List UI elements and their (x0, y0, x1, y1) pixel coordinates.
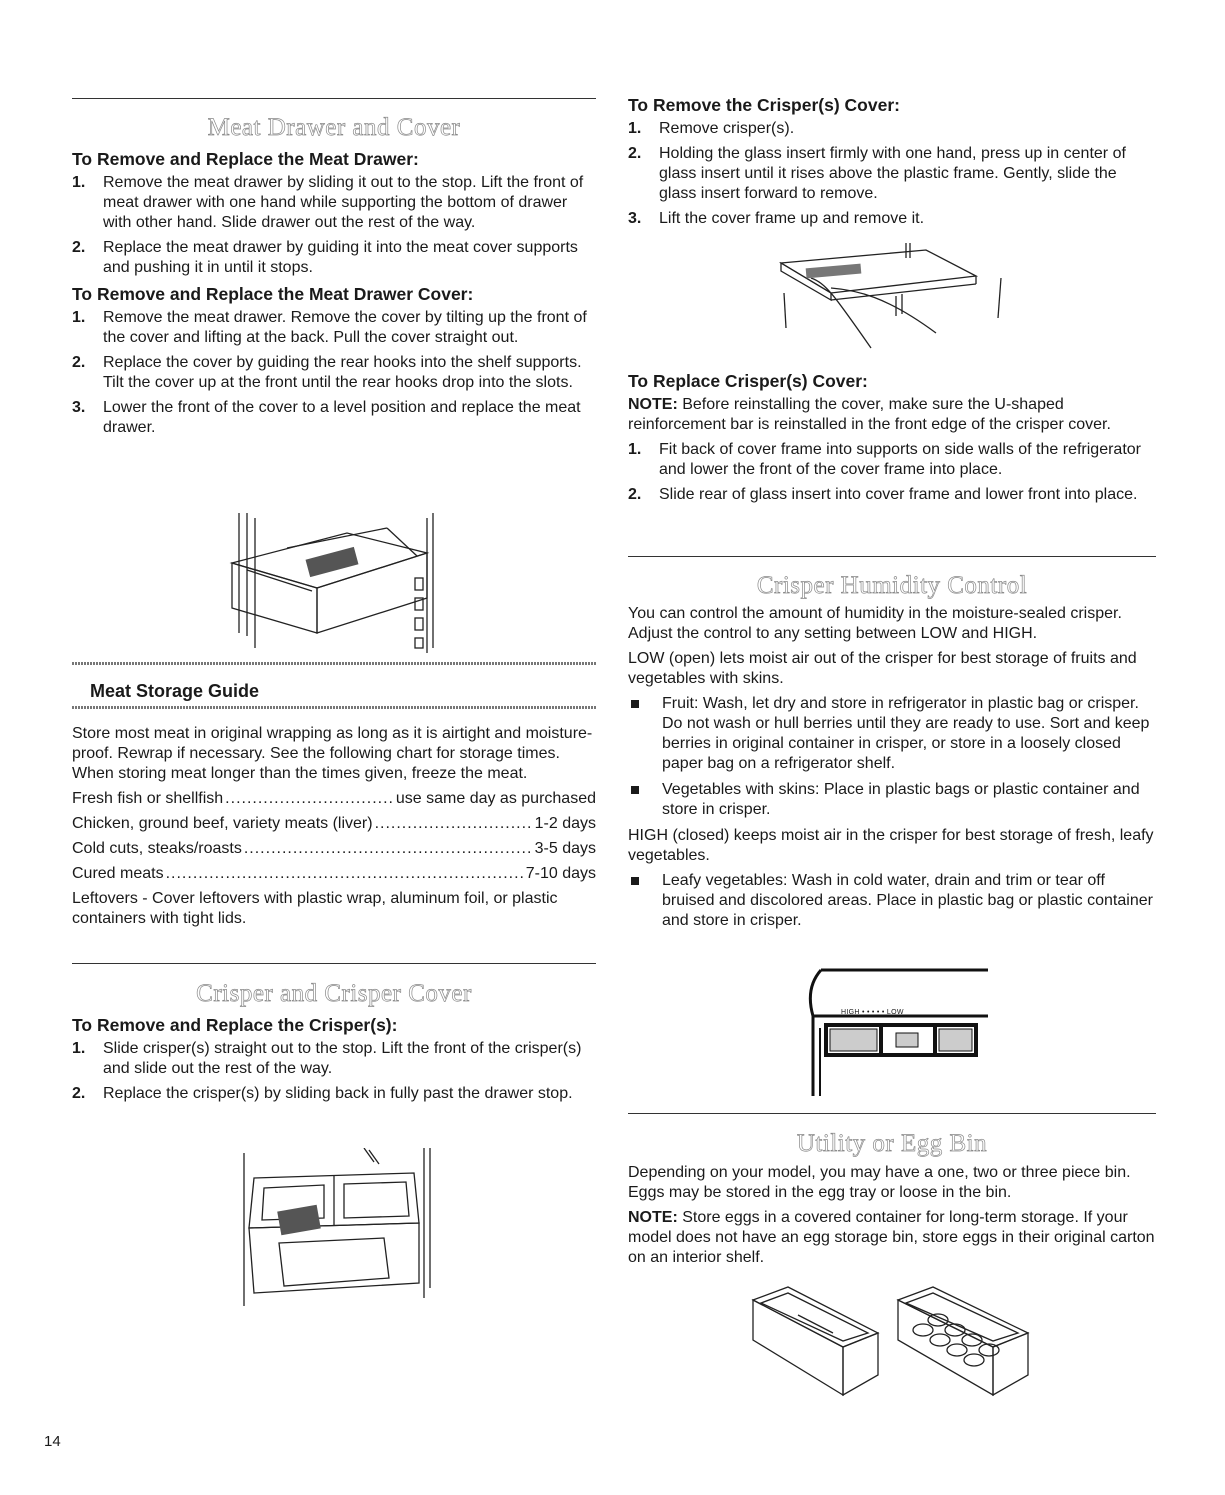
step-text: Holding the glass insert firmly with one hand, press up in center of glass insert until it rises above the plastic frame. Gently, slide the glass insert forward to remove. (659, 145, 1126, 202)
section-divider (72, 98, 596, 99)
step-text: Slide crisper(s) straight out to the stop. Lift the front of the crisper(s) and slide out the rest of the way. (103, 1040, 582, 1077)
step-text: Replace the cover by guiding the rear hooks into the shelf supports. Tilt the cover up at the front until the rear hooks drop into the slots. (103, 354, 582, 391)
replace-note (628, 395, 1156, 435)
crisper-heading: To Remove and Replace the Crisper(s): (72, 1015, 398, 1035)
guide-divider-bottom (72, 706, 596, 709)
note-label: NOTE: (628, 396, 678, 413)
leader-dots (225, 789, 394, 809)
bullet-text: Leafy vegetables: Wash in cold water, drain and trim or tear off bruised and discolored areas. Place in plastic bag or plastic container and store in crisper. (662, 872, 1153, 929)
section-divider (628, 1113, 1156, 1114)
step-number: 2. (72, 354, 86, 371)
bullet-icon (631, 700, 639, 708)
step-text: Replace the meat drawer by guiding it into the meat cover supports and pushing it in until it stops. (103, 239, 578, 276)
row-label: Fresh fish or shellfish (72, 790, 224, 807)
low-bullets (628, 694, 1156, 820)
list-item (72, 1039, 596, 1079)
humidity-intro: You can control the amount of humidity in the moisture-sealed crisper. Adjust the control to any setting between LOW and HIGH. (628, 605, 1122, 642)
humidity-scale-label: HIGH • • • • • LOW (841, 1009, 904, 1016)
list-item (628, 440, 1156, 480)
step-text: Remove crisper(s). (659, 120, 795, 137)
bullet-text: Vegetables with skins: Place in plastic bags or plastic container and store in crisper. (662, 781, 1140, 818)
meat-storage-guide (72, 724, 596, 934)
bullet-icon (631, 786, 639, 794)
step-text: Remove the meat drawer. Remove the cover by tilting up the front of the cover and lifting at the back. Pull the cover straight out. (103, 309, 587, 346)
step-text: Replace the crisper(s) by sliding back in fully past the drawer stop. (103, 1085, 573, 1102)
row-value: 7-10 days (525, 865, 596, 882)
table-row (72, 814, 596, 834)
step-number: 1. (628, 441, 642, 458)
step-number: 2. (628, 486, 642, 503)
list-item (72, 398, 596, 438)
meat-drawer-illustration (227, 508, 507, 658)
step-number: 3. (72, 399, 86, 416)
step-number: 1. (72, 174, 86, 191)
guide-divider-top (72, 662, 596, 665)
list-item (72, 308, 596, 348)
egg-bin-illustration (743, 1285, 1043, 1405)
row-value: use same day as purchased (395, 790, 596, 807)
remove-crisper-cover-heading: To Remove the Crisper(s) Cover: (628, 95, 900, 115)
crisper-section-title: Crisper and Crisper Cover (196, 980, 472, 1007)
table-row (72, 864, 596, 884)
step-number: 2. (72, 239, 86, 256)
crisper-section (72, 1014, 596, 1109)
leader-dots (166, 864, 524, 884)
step-number: 2. (72, 1085, 86, 1102)
remove-drawer-heading: To Remove and Replace the Meat Drawer: (72, 149, 419, 169)
meat-storage-guide-title: Meat Storage Guide (90, 681, 260, 701)
row-label: Chicken, ground beef, variety meats (liver) (72, 815, 373, 832)
step-number: 1. (628, 120, 642, 137)
page-number: 14 (44, 1433, 61, 1450)
crisper-illustration (234, 1148, 434, 1308)
list-item (72, 238, 596, 278)
bullet-icon (631, 877, 639, 885)
step-text: Fit back of cover frame into supports on side walls of the refrigerator and lower the front of the cover frame into place. (659, 441, 1141, 478)
list-item (628, 871, 1156, 931)
list-item (628, 694, 1156, 774)
list-item (628, 780, 1156, 820)
list-item (72, 1084, 596, 1104)
humidity-section-title: Crisper Humidity Control (756, 572, 1028, 599)
leader-dots (244, 839, 533, 859)
remove-drawer-steps (72, 173, 596, 278)
leftovers-text: Leftovers - Cover leftovers with plastic wrap, aluminum foil, or plastic containers with tight lids. (72, 890, 558, 927)
humidity-control-illustration (793, 968, 993, 1098)
section-divider (72, 963, 596, 964)
crisper-steps (72, 1039, 596, 1104)
step-text: Lower the front of the cover to a level position and replace the meat drawer. (103, 399, 581, 436)
glass-insert-illustration (776, 238, 1016, 358)
note-label: NOTE: (628, 1209, 678, 1226)
step-text: Remove the meat drawer by sliding it out to the stop. Lift the front of meat drawer with one hand while supporting the bottom of drawer with other hand. Slide drawer out the rest of the way. (103, 174, 584, 231)
remove-cover-heading: To Remove and Replace the Meat Drawer Cover: (72, 284, 474, 304)
step-text: Lift the cover frame up and remove it. (659, 210, 925, 227)
low-text: LOW (open) lets moist air out of the crisper for best storage of fruits and vegetables with skins. (628, 650, 1137, 687)
humidity-section (628, 604, 1156, 937)
remove-crisper-cover-steps (628, 119, 1156, 229)
step-number: 1. (72, 309, 86, 326)
list-item (628, 119, 1156, 139)
list-item (628, 209, 1156, 229)
crisper-cover-section (628, 94, 1156, 234)
egg-bin-section (628, 1163, 1156, 1273)
leader-dots (375, 814, 533, 834)
step-text: Slide rear of glass insert into cover frame and lower front into place. (659, 486, 1138, 503)
guide-intro: Store most meat in original wrapping as long as it is airtight and moisture-proof. Rewrap if necessary. See the following chart for storage times. When storing meat longer than the times given, freeze the meat. (72, 725, 593, 782)
list-item (72, 173, 596, 233)
high-bullets (628, 871, 1156, 931)
remove-cover-steps (72, 308, 596, 438)
row-label: Cured meats (72, 865, 164, 882)
list-item (628, 485, 1156, 505)
replace-crisper-cover-section (628, 370, 1156, 510)
humidity-control-drawing (793, 968, 993, 1098)
section-divider (628, 556, 1156, 557)
bullet-text: Fruit: Wash, let dry and store in refrigerator in plastic bag or crisper. Do not wash or hull berries until they are ready to use. Sort and keep berries in original container in crisper, or store in a loosely closed paper bag on a refrigerator shelf. (662, 695, 1150, 772)
note-text: Before reinstalling the cover, make sure the U-shaped reinforcement bar is reinstalled in the front edge of the crisper cover. (628, 396, 1111, 433)
list-item (628, 144, 1156, 204)
step-number: 2. (628, 145, 642, 162)
egg-bin-intro: Depending on your model, you may have a one, two or three piece bin. Eggs may be stored in the egg tray or loose in the bin. (628, 1164, 1131, 1201)
table-row (72, 789, 596, 809)
table-row (72, 839, 596, 859)
row-value: 3-5 days (534, 840, 596, 857)
egg-bin-section-title: Utility or Egg Bin (796, 1130, 988, 1157)
high-text: HIGH (closed) keeps moist air in the crisper for best storage of fresh, leafy vegetables. (628, 827, 1154, 864)
egg-bin-note (628, 1208, 1156, 1268)
replace-crisper-cover-steps (628, 440, 1156, 505)
replace-crisper-cover-heading: To Replace Crisper(s) Cover: (628, 371, 868, 391)
row-label: Cold cuts, steaks/roasts (72, 840, 242, 857)
step-number: 3. (628, 210, 642, 227)
step-number: 1. (72, 1040, 86, 1057)
note-text: Store eggs in a covered container for long-term storage. If your model does not have an egg storage bin, store eggs in their original carton on an interior shelf. (628, 1209, 1155, 1266)
meat-drawer-section-title: Meat Drawer and Cover (207, 114, 461, 141)
list-item (72, 353, 596, 393)
meat-drawer-section (72, 148, 596, 443)
row-value: 1-2 days (534, 815, 596, 832)
